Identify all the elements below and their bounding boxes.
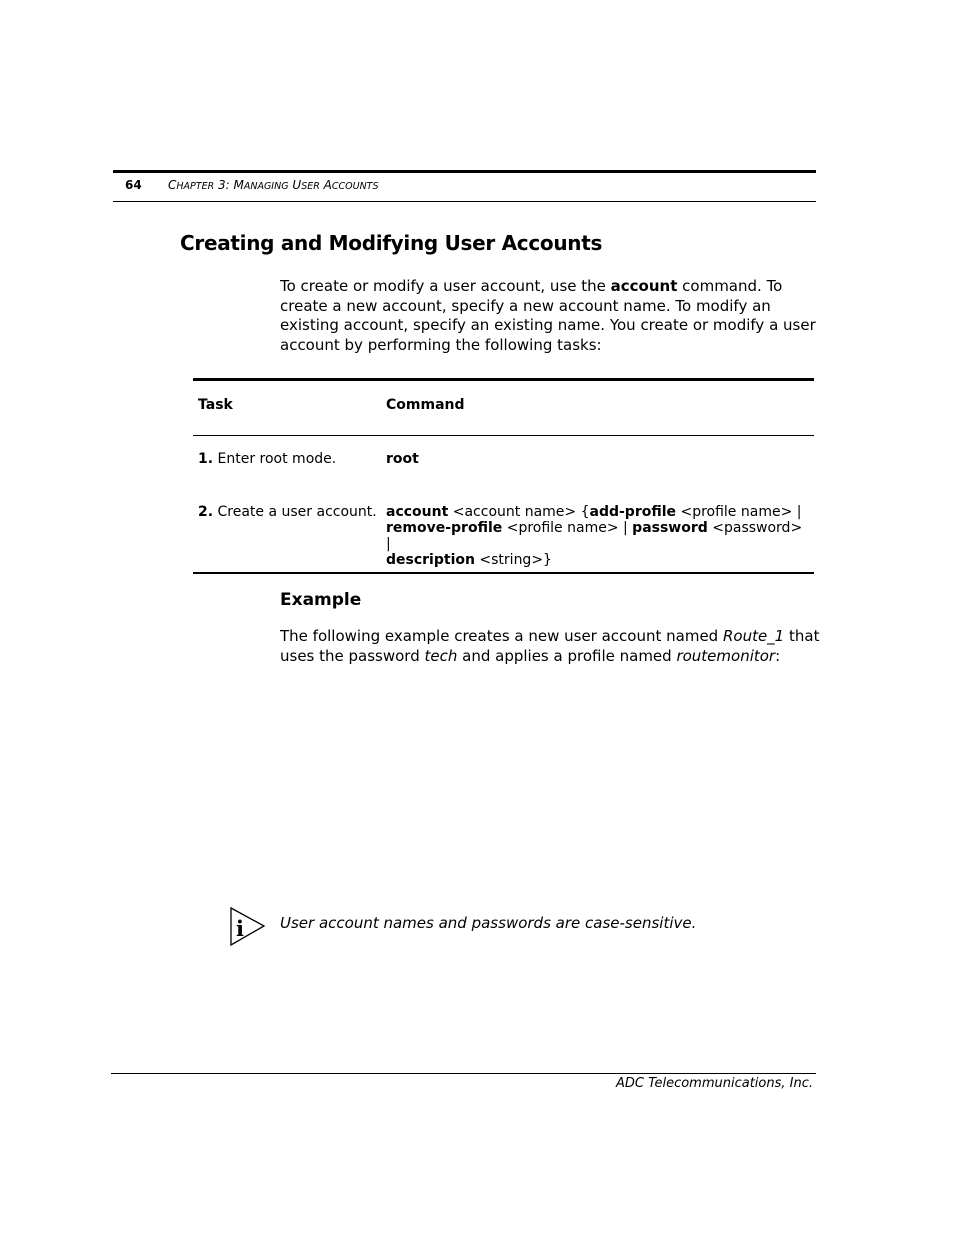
command-argument: <profile name> | [676, 504, 802, 520]
example-term: routemonitor [676, 647, 776, 665]
table-row-command [386, 451, 806, 467]
chapter-title: CHAPTER 3: MANAGING USER ACCOUNTS [168, 178, 379, 192]
table-row-task: 2. Create a user account. [198, 504, 377, 520]
header-rule [113, 170, 816, 173]
example-heading: Example [280, 590, 362, 610]
example-text-run: that uses the password [280, 627, 820, 665]
account-command: account [610, 277, 678, 295]
table-top-rule [193, 378, 814, 381]
example-paragraph [280, 626, 820, 666]
example-term: Route_1 [722, 627, 785, 645]
table-bottom-rule [193, 572, 814, 574]
table-row-command [386, 504, 806, 568]
footer-rule [111, 1073, 816, 1074]
note-text: User account names and passwords are case-sensitive. [280, 914, 697, 932]
command-keyword: description [386, 552, 475, 568]
example-text-run: and applies a profile named [457, 647, 677, 665]
command-argument: <account name> { [448, 504, 590, 520]
table-header-rule [193, 435, 814, 436]
command-keyword: root [386, 451, 419, 467]
svg-text:i: i [236, 916, 244, 941]
command-keyword: account [386, 504, 449, 520]
task-column-header: Task [198, 397, 233, 413]
table-row-task: 1. Enter root mode. [198, 451, 337, 467]
example-text-run: : [775, 647, 781, 665]
info-icon [230, 907, 266, 947]
footer-company: ADC Telecommunications, Inc. [616, 1076, 813, 1091]
command-argument: <password> | [386, 520, 803, 552]
command-keyword: remove-profile [386, 520, 503, 536]
section-title: Creating and Modifying User Accounts [180, 231, 603, 255]
command-keyword: password [632, 520, 708, 536]
header-divider [113, 201, 816, 202]
intro-paragraph: To create or modify a user account, use the account command. To create a new account, specify a new account name. To modify an existing account, specify an existing name. You create or modify a user account by performing the following tasks: [280, 277, 816, 355]
command-keyword: add-profile [589, 504, 677, 520]
example-text-run: The following example creates a new user account named [280, 627, 723, 645]
example-term: tech [424, 647, 458, 665]
command-argument: <string>} [474, 552, 552, 568]
command-column-header: Command [386, 397, 465, 413]
command-argument: <profile name> | [502, 520, 633, 536]
page-number: 64 [125, 178, 142, 192]
